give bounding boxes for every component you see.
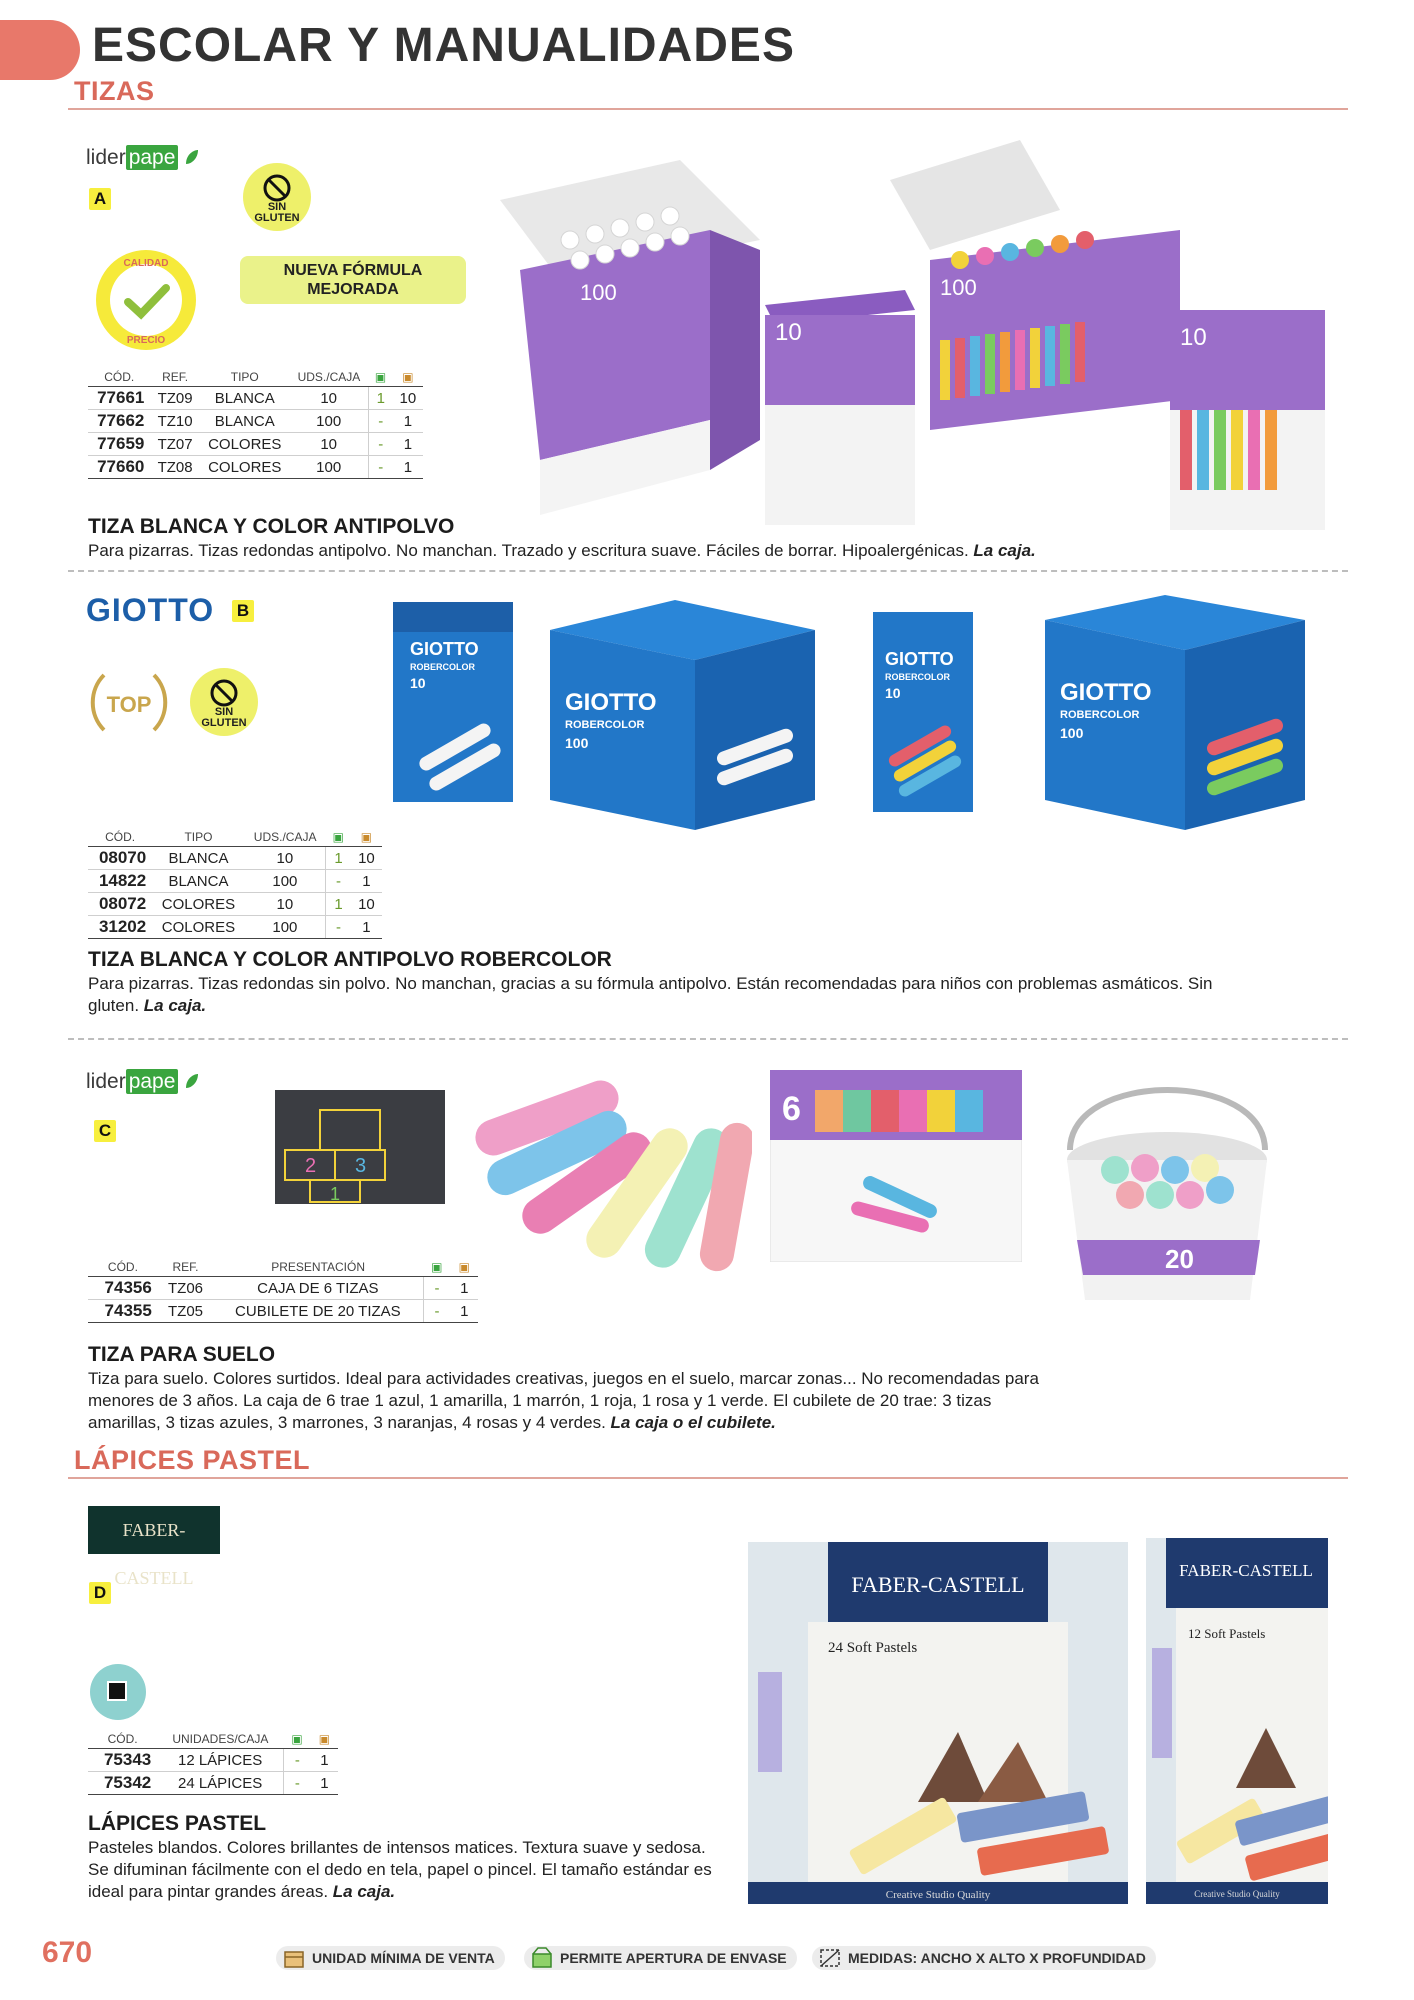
product-table-b: CÓD. TIPO UDS./CAJA ▣ ▣ 08070 BLANCA 10 1 10 14822 BLANCA 100 - 1 08072 COLORES 10 1 10 31202 COLORES 100 - 1 [88, 828, 382, 939]
product-table-c: CÓD. REF. PRESENTACIÓN ▣ ▣ 74356 TZ06 CAJA DE 6 TIZAS - 1 74355 TZ05 CUBILETE DE 20 TIZAS - 1 [88, 1258, 478, 1323]
table-row: 08070 BLANCA 10 1 10 [88, 847, 382, 870]
min-unit-icon: ▣ [402, 370, 414, 384]
section-divider [68, 1477, 1348, 1479]
svg-text:ROBERCOLOR: ROBERCOLOR [885, 672, 950, 682]
hopscotch-photo [275, 1090, 445, 1204]
giotto-logo: GIOTTO [86, 592, 215, 628]
min-unit-icon: ▣ [458, 1260, 470, 1274]
svg-text:ROBERCOLOR: ROBERCOLOR [410, 662, 475, 672]
svg-text:10: 10 [410, 675, 426, 691]
legend-open-package: PERMITE APERTURA DE ENVASE [524, 1946, 797, 1970]
svg-text:100: 100 [565, 735, 589, 751]
table-row: 77660 TZ08 COLORES 100 - 1 [88, 456, 423, 479]
svg-text:100: 100 [1060, 725, 1084, 741]
open-package-icon: ▣ [332, 830, 344, 844]
svg-text:CALIDAD: CALIDAD [123, 258, 169, 269]
table-row: 77662 TZ10 BLANCA 100 - 1 [88, 410, 423, 433]
table-row: 74355 TZ05 CUBILETE DE 20 TIZAS - 1 [88, 1300, 478, 1323]
dimensions-icon [818, 1947, 842, 1969]
dimensions-badge [90, 1664, 146, 1720]
svg-text:GIOTTO: GIOTTO [565, 689, 657, 716]
svg-text:100: 100 [580, 280, 617, 305]
svg-text:24 Soft Pastels: 24 Soft Pastels [828, 1640, 918, 1656]
svg-text:GIOTTO: GIOTTO [1060, 679, 1152, 706]
product-table-a: CÓD. REF. TIPO UDS./CAJA ▣ ▣ 77661 TZ09 BLANCA 10 1 10 77662 TZ10 BLANCA 100 - 1 77659 TZ07 COLORES 10 - 1 77660 TZ08 COLORES 100 - 1 [88, 368, 423, 479]
product-letter-badge: B [232, 600, 254, 622]
product-title-b: TIZA BLANCA Y COLOR ANTIPOLVO ROBERCOLOR [88, 948, 612, 971]
product-description-a: Para pizarras. Tizas redondas antipolvo. No manchan. Trazado y escritura suave. Fáciles de borrar. Hipoalergénicas. La caja. [88, 541, 1036, 560]
table-row: 75343 12 LÁPICES - 1 [88, 1749, 338, 1772]
chalk-bucket-image [1055, 1060, 1280, 1310]
svg-text:10: 10 [1180, 324, 1207, 351]
chalk-boxes-image [460, 120, 1340, 550]
liderpapel-logo: lider pape [86, 146, 200, 170]
liderpapel-logo: lider pape [86, 1070, 200, 1094]
product-title-a: TIZA BLANCA Y COLOR ANTIPOLVO [88, 515, 455, 538]
svg-text:ROBERCOLOR: ROBERCOLOR [1060, 709, 1140, 721]
min-unit-icon: ▣ [318, 1732, 331, 1746]
svg-text:10: 10 [885, 685, 901, 701]
page-number: 670 [42, 1936, 93, 1969]
wheat-crossed-icon [207, 676, 241, 710]
open-package-icon: ▣ [291, 1732, 303, 1746]
block-divider [68, 570, 1348, 572]
svg-text:Creative Studio Quality: Creative Studio Quality [885, 1889, 991, 1901]
open-package-icon: ▣ [431, 1260, 443, 1274]
gluten-free-badge: SIN GLUTEN [243, 163, 311, 231]
table-row: 74356 TZ06 CAJA DE 6 TIZAS - 1 [88, 1277, 478, 1300]
svg-text:2: 2 [305, 1155, 317, 1177]
header-tab-decoration [0, 20, 80, 80]
floor-chalks-image [462, 1060, 752, 1280]
box-icon [282, 1947, 306, 1969]
product-letter-badge: D [89, 1582, 111, 1604]
svg-text:TOP: TOP [106, 692, 152, 717]
product-table-d: CÓD. UNIDADES/CAJA ▣ ▣ 75343 12 LÁPICES - 1 75342 24 LÁPICES - 1 [88, 1730, 338, 1795]
svg-text:FABER-CASTELL: FABER-CASTELL [1179, 1561, 1313, 1580]
table-row: 31202 COLORES 100 - 1 [88, 916, 382, 939]
page-title: ESCOLAR Y MANUALIDADES [92, 19, 795, 72]
product-title-c: TIZA PARA SUELO [88, 1343, 276, 1366]
svg-text:ROBERCOLOR: ROBERCOLOR [565, 719, 645, 731]
giotto-chalk-boxes-image [385, 590, 1315, 840]
square-icon [107, 1681, 127, 1701]
section-divider [68, 108, 1348, 110]
svg-text:Creative Studio Quality: Creative Studio Quality [1194, 1889, 1280, 1899]
table-row: 77661 TZ09 BLANCA 10 1 10 [88, 387, 423, 410]
table-row: 08072 COLORES 10 1 10 [88, 893, 382, 916]
new-formula-pill: NUEVA FÓRMULA MEJORADA [240, 256, 466, 304]
product-title-d: LÁPICES PASTEL [88, 1812, 267, 1835]
table-row: 14822 BLANCA 100 - 1 [88, 870, 382, 893]
svg-text:FABER-CASTELL: FABER-CASTELL [851, 1572, 1025, 1597]
svg-text:1: 1 [330, 1184, 341, 1204]
legend-min-unit: UNIDAD MÍNIMA DE VENTA [276, 1946, 505, 1970]
product-description-b: Para pizarras. Tizas redondas sin polvo. No manchan, gracias a su fórmula antipolvo. Están recomendadas para niños con problemas asmáticos. Sin gluten. La caja. [88, 974, 1213, 1015]
faber-castell-logo: FABER-CASTELL [88, 1506, 220, 1554]
soft-pastels-12-image [1146, 1538, 1328, 1904]
open-box-icon [530, 1947, 554, 1969]
svg-text:GIOTTO: GIOTTO [885, 649, 954, 669]
top-laurel-badge [84, 660, 174, 750]
svg-text:GIOTTO: GIOTTO [410, 639, 479, 659]
product-letter-badge: C [94, 1120, 116, 1142]
svg-text:12 Soft Pastels: 12 Soft Pastels [1188, 1626, 1266, 1641]
min-unit-icon: ▣ [360, 830, 373, 844]
table-row: 75342 24 LÁPICES - 1 [88, 1772, 338, 1795]
product-description-c: Tiza para suelo. Colores surtidos. Ideal para actividades creativas, juegos en el suelo, marcar zonas... No recomendadas para menores de 3 años. La caja de 6 trae 1 azul, 1 amarilla, 1 marrón, 1 roja, 1 rosa y 1 verde. El cubilete de 20 trae: 3 tizas amarillas, 3 tizas azules, 3 marrones, 3 naranjas, 4 rosas y 4 verdes. La caja o el cubilete. [88, 1369, 1039, 1432]
svg-text:6: 6 [782, 1090, 801, 1128]
svg-text:20: 20 [1165, 1244, 1194, 1274]
svg-text:3: 3 [355, 1155, 367, 1177]
section-title-tizas: TIZAS [74, 76, 155, 106]
quality-price-seal [94, 248, 198, 352]
gluten-free-badge: SIN GLUTEN [190, 668, 258, 736]
soft-pastels-24-image [748, 1542, 1128, 1904]
section-title-pastel: LÁPICES PASTEL [74, 1445, 311, 1475]
svg-text:10: 10 [775, 319, 802, 346]
open-package-icon: ▣ [374, 370, 387, 384]
table-row: 77659 TZ07 COLORES 10 - 1 [88, 433, 423, 456]
wheat-crossed-icon [260, 171, 294, 205]
legend-dimensions: MEDIDAS: ANCHO X ALTO X PROFUNDIDAD [812, 1946, 1156, 1970]
svg-text:100: 100 [940, 275, 977, 300]
chalk-box-6-image [770, 1070, 1022, 1262]
product-description-d: Pasteles blandos. Colores brillantes de intensos matices. Textura suave y sedosa. Se difuminan fácilmente con el dedo en tela, papel o pincel. El tamaño estándar es ideal para pintar grandes áreas. La caja. [88, 1838, 712, 1901]
svg-text:PRECIO: PRECIO [126, 335, 166, 346]
product-letter-badge: A [89, 188, 111, 210]
block-divider [68, 1038, 1348, 1040]
